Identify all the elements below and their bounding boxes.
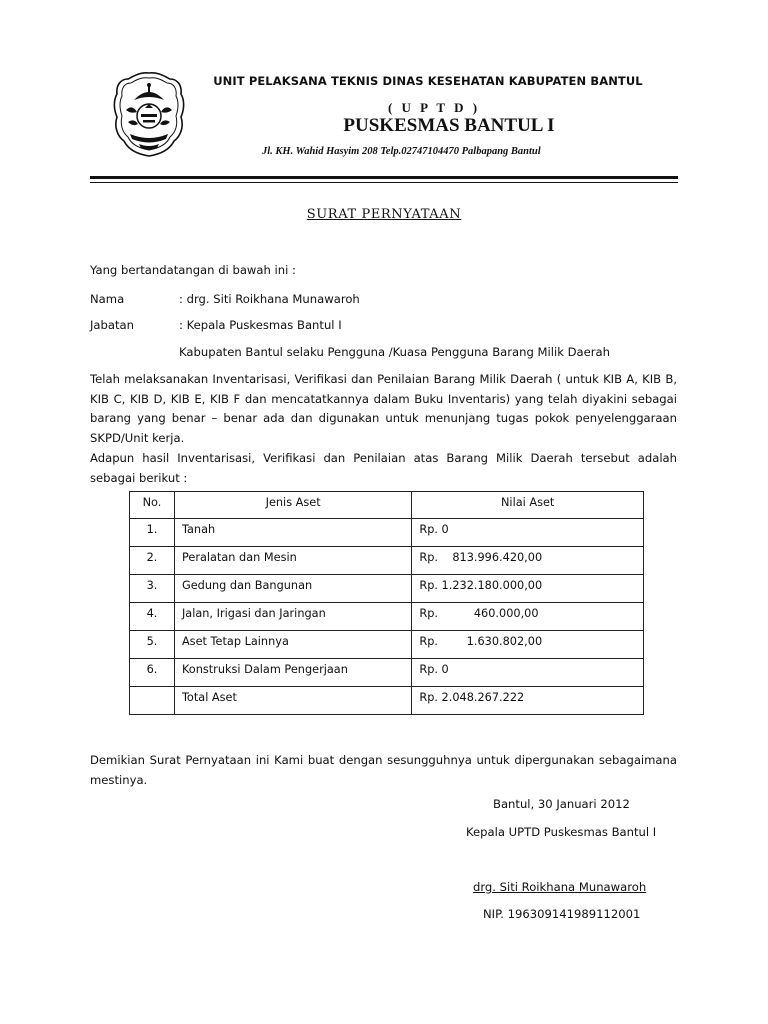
asset-type: Jalan, Irigasi dan Jaringan (174, 603, 411, 631)
column-header-value: Nilai Aset (412, 492, 644, 519)
row-number (130, 687, 175, 715)
letterhead-name: PUSKESMAS BANTUL I (343, 115, 555, 136)
asset-value: Rp. 2.048.267.222 (412, 687, 644, 715)
letterhead-unit: UNIT PELAKSANA TEKNIS DINAS KESEHATAN KABUPATEN BANTUL (213, 74, 643, 88)
table-row (130, 659, 644, 687)
table-row (130, 519, 644, 547)
asset-type: Total Aset (174, 687, 411, 715)
row-number: 6. (130, 659, 175, 687)
asset-type: Konstruksi Dalam Pengerjaan (174, 659, 411, 687)
table-row (130, 631, 644, 659)
signer-name: drg. Siti Roikhana Munawaroh (473, 880, 647, 894)
table-header-row (130, 492, 644, 519)
asset-value: Rp. 813.996.420,00 (412, 547, 644, 575)
intro-text: Yang bertandatangan di bawah ini : (90, 263, 296, 277)
asset-value: Rp. 1.630.802,00 (412, 631, 644, 659)
position-label: Jabatan (90, 318, 134, 332)
column-header-type: Jenis Aset (174, 492, 411, 519)
asset-type: Peralatan dan Mesin (174, 547, 411, 575)
letterhead-address: Jl. KH. Wahid Hasyim 208 Telp.02747104470 Palbapang Bantul (262, 146, 541, 157)
row-number: 1. (130, 519, 175, 547)
asset-value: Rp. 460.000,00 (412, 603, 644, 631)
column-header-no: No. (130, 492, 175, 519)
name-label: Nama (90, 292, 125, 306)
row-number: 2. (130, 547, 175, 575)
asset-type: Tanah (174, 519, 411, 547)
signer-nip: NIP. 196309141989112001 (483, 907, 641, 921)
document-title: SURAT PERNYATAAN (306, 207, 462, 222)
asset-value: Rp. 1.232.180.000,00 (412, 575, 644, 603)
table-row (130, 575, 644, 603)
row-number: 4. (130, 603, 175, 631)
place-date: Bantul, 30 Januari 2012 (493, 797, 630, 811)
asset-type: Aset Tetap Lainnya (174, 631, 411, 659)
name-value: : drg. Siti Roikhana Munawaroh (179, 292, 360, 306)
asset-type: Gedung dan Bangunan (174, 575, 411, 603)
statement-paragraph: Telah melaksanakan Inventarisasi, Verifikasi dan Penilaian Barang Milik Daerah ( untuk KIB A, KIB B, KIB C, KIB D, KIB E, KIB F dan mencatatkannya dalam Buku Inventaris) yang telah diyakini sebagai barang yang benar – benar ada dan digunakan untuk menunjang tugas pokok penyelenggaraan SKPD/Unit kerja. (90, 372, 677, 445)
asset-value: Rp. 0 (412, 659, 644, 687)
closing-paragraph: Demikian Surat Pernyataan ini Kami buat dengan sesungguhnya untuk dipergunakan sebagaimana mestinya. (90, 753, 677, 787)
results-paragraph: Adapun hasil Inventarisasi, Verifikasi dan Penilaian atas Barang Milik Daerah tersebut adalah sebagai berikut : (90, 451, 677, 485)
table-total-row (130, 687, 644, 715)
position-value: : Kepala Puskesmas Bantul I (179, 318, 342, 332)
letterhead-uptd: ( U P T D ) (387, 100, 481, 115)
row-number: 3. (130, 575, 175, 603)
table-row (130, 547, 644, 575)
signer-position: Kepala UPTD Puskesmas Bantul I (466, 825, 657, 839)
table-row (130, 603, 644, 631)
asset-value: Rp. 0 (412, 519, 644, 547)
letterhead-divider-thin (90, 182, 678, 183)
role-line: Kabupaten Bantul selaku Pengguna /Kuasa Pengguna Barang Milik Daerah (179, 345, 610, 359)
asset-table (129, 491, 644, 715)
letterhead-divider-thick (90, 176, 678, 179)
row-number: 5. (130, 631, 175, 659)
